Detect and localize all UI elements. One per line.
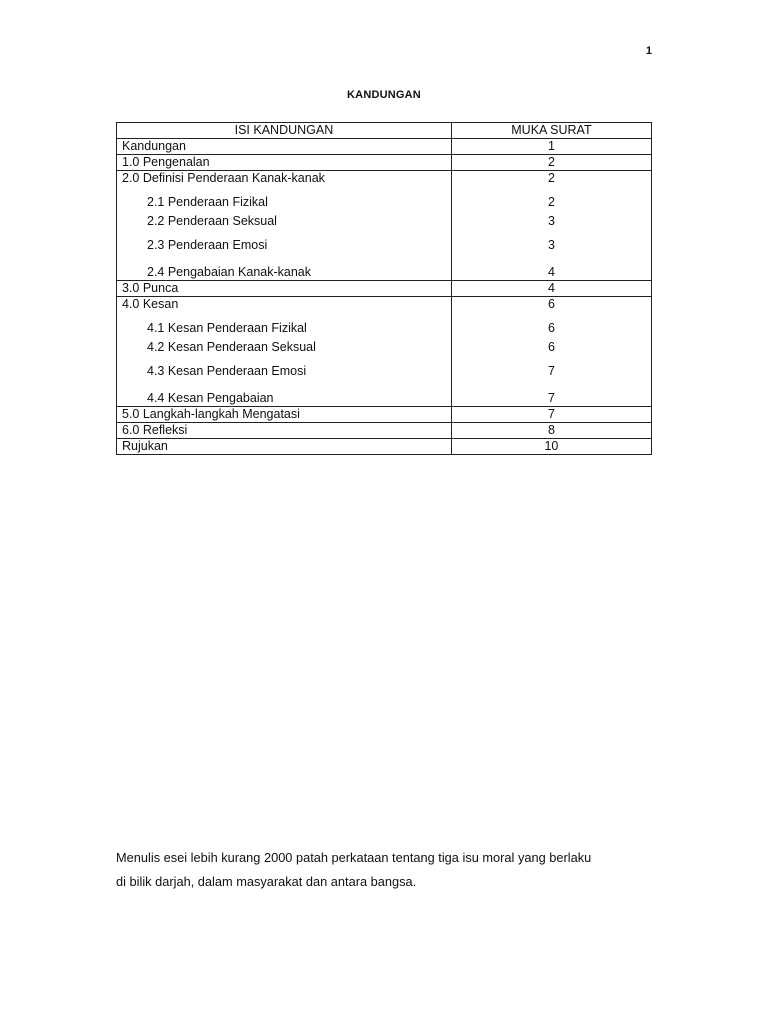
note-line: Menulis esei lebih kurang 2000 patah perkataan tentang tiga isu moral yang berlaku (116, 850, 592, 865)
note-line: di bilik darjah, dalam masyarakat dan antara bangsa. (116, 874, 417, 889)
sub-entry-page: 3 (547, 237, 555, 252)
entry-page: 1 (451, 139, 651, 155)
table-of-contents (116, 122, 652, 455)
sub-entry-title: 4.3 Kesan Penderaan Emosi (147, 363, 307, 378)
table-header-row (117, 123, 652, 139)
entry-title: Rujukan (117, 439, 452, 455)
sub-entry-title: 2.3 Penderaan Emosi (147, 237, 268, 252)
page-number: 1 (645, 45, 652, 57)
entry-page: 10 (451, 439, 651, 455)
sub-entry-title: 2.2 Penderaan Seksual (147, 214, 277, 228)
entry-title: 5.0 Langkah-langkah Mengatasi (117, 407, 452, 423)
entry-page: 2 (547, 171, 555, 185)
entry-page-group (451, 171, 651, 281)
sub-entry-title: 2.1 Penderaan Fizikal (147, 194, 268, 209)
table-row (117, 297, 652, 407)
entry-title: Kandungan (117, 139, 452, 155)
sub-entry-title: 2.4 Pengabaian Kanak-kanak (147, 265, 312, 279)
sub-entry-page: 6 (547, 340, 555, 354)
entry-title-group (117, 297, 452, 407)
entry-page-group (451, 297, 651, 407)
sub-entry-page: 6 (547, 320, 555, 335)
sub-entry-page: 3 (547, 214, 555, 228)
entry-page: 4 (451, 281, 651, 297)
entry-title: 4.0 Kesan (122, 297, 179, 311)
table-row (117, 439, 652, 455)
sub-entry-title: 4.2 Kesan Penderaan Seksual (147, 340, 316, 354)
entry-title: 6.0 Refleksi (117, 423, 452, 439)
entry-title: 3.0 Punca (117, 281, 452, 297)
entry-title: 1.0 Pengenalan (117, 155, 452, 171)
header-page: MUKA SURAT (451, 123, 651, 139)
table-row (117, 281, 652, 297)
entry-title-group (117, 171, 452, 281)
document-title: KANDUNGAN (347, 89, 421, 101)
entry-page: 6 (547, 297, 555, 311)
table-row (117, 423, 652, 439)
entry-page: 8 (451, 423, 651, 439)
assignment-note (116, 846, 656, 894)
entry-page: 2 (451, 155, 651, 171)
entry-page: 7 (451, 407, 651, 423)
header-contents: ISI KANDUNGAN (117, 123, 452, 139)
table-row (117, 139, 652, 155)
sub-entry-title: 4.1 Kesan Penderaan Fizikal (147, 320, 307, 335)
sub-entry-page: 2 (547, 194, 555, 209)
sub-entry-title: 4.4 Kesan Pengabaian (147, 391, 274, 405)
table-row (117, 407, 652, 423)
sub-entry-page: 4 (547, 265, 555, 279)
sub-entry-page: 7 (547, 391, 555, 405)
table-row (117, 171, 652, 281)
sub-entry-page: 7 (547, 363, 555, 378)
entry-title: 2.0 Definisi Penderaan Kanak-kanak (122, 171, 325, 185)
table-row (117, 155, 652, 171)
